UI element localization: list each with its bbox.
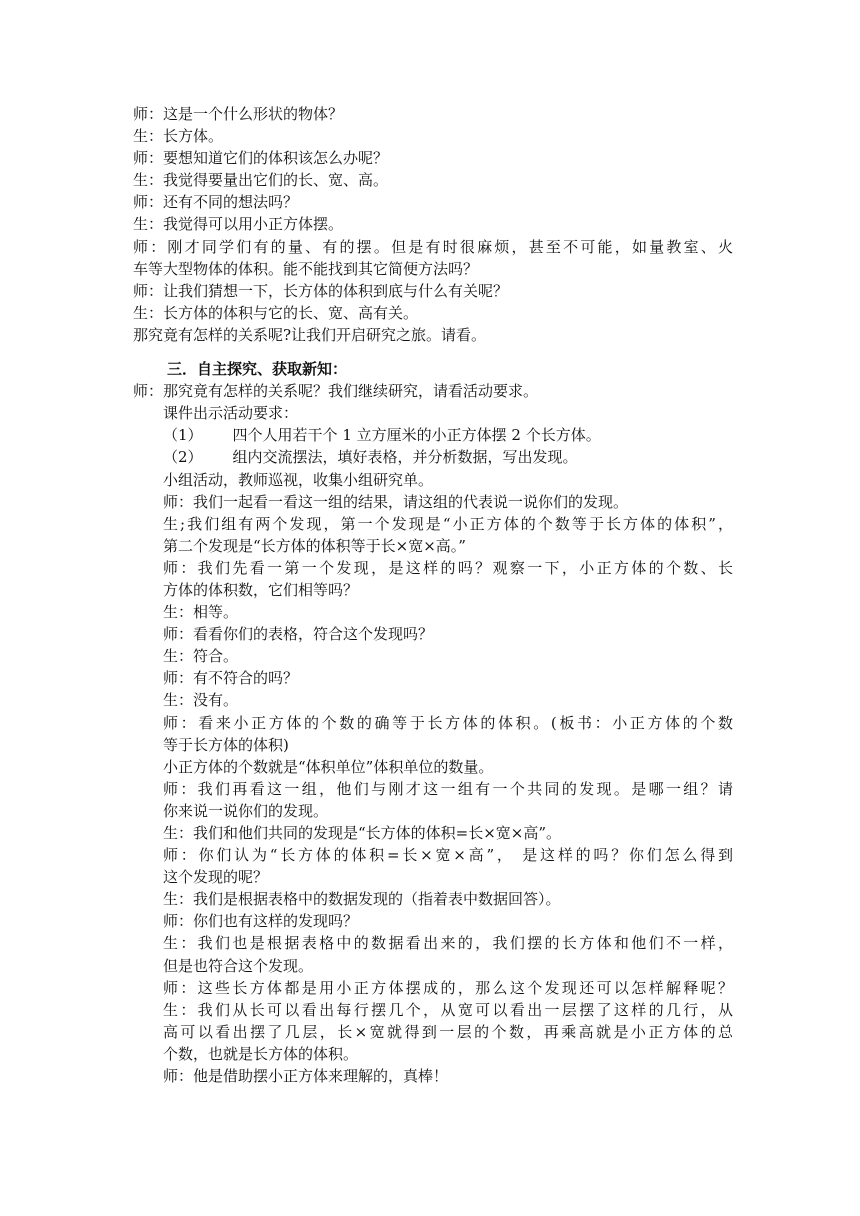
- text-line: 师：看来小正方体的个数的确等于长方体的体积。(板书：小正方体的个数: [163, 713, 733, 732]
- text-line: 生：长方体的体积与它的长、宽、高有关。: [133, 303, 419, 322]
- text-line: 方体的体积数，它们相等吗？: [163, 580, 359, 599]
- activity-item-number: （1）: [163, 426, 203, 445]
- text-line: 但是也符合这个发现。: [163, 956, 314, 975]
- text-line: 生：长方体。: [133, 127, 224, 146]
- text-line: 车等大型物体的体积。能不能找到其它简便方法吗？: [133, 259, 479, 278]
- activity-item-number: （2）: [163, 448, 203, 467]
- text-line: 师：你们也有这样的发现吗？: [163, 912, 359, 931]
- text-line: 生;我们组有两个发现，第一个发现是“小正方体的个数等于长方体的体积”，: [163, 514, 733, 533]
- text-line: 师：刚才同学们有的量、有的摆。但是有时很麻烦，甚至不可能，如量教室、火: [133, 237, 733, 256]
- text-line: 生：我觉得可以用小正方体摆。: [133, 215, 344, 234]
- text-line: 师：这些长方体都是用小正方体摆成的，那么这个发现还可以怎样解释呢？: [163, 978, 733, 997]
- text-line: 师：要想知道它们的体积该怎么办呢？: [133, 149, 389, 168]
- text-line: 师：他是借助摆小正方体来理解的，真棒！: [163, 1067, 449, 1086]
- text-line: 课件出示活动要求：: [163, 404, 299, 423]
- text-line: 师：还有不同的想法吗？: [133, 193, 299, 212]
- text-line: 生：我们和他们共同的发现是“长方体的体积=长×宽×高”。: [163, 824, 562, 842]
- text-line: 第二个发现是“长方体的体积等于长×宽×高。”: [163, 536, 466, 555]
- text-line: 师：看看你们的表格，符合这个发现吗？: [163, 625, 434, 644]
- text-line: 你来说一说你们的发现。: [163, 801, 329, 820]
- text-line: 师：我们再看这一组，他们与刚才这一组有一个共同的发现。是哪一组？请: [163, 779, 733, 798]
- text-line: 小组活动，教师巡视，收集小组研究单。: [163, 470, 434, 489]
- activity-item-text: 四个人用若干个 1 立方厘米的小正方体摆 2 个长方体。: [232, 426, 601, 445]
- text-line: 生：相等。: [163, 603, 239, 622]
- text-line: 师：我们先看一第一个发现，是这样的吗？观察一下，小正方体的个数、长: [163, 558, 733, 577]
- activity-item-2: [133, 446, 733, 468]
- text-line: 生：符合。: [163, 647, 239, 666]
- activity-item-1: [133, 424, 733, 446]
- text-line: 师：这是一个什么形状的物体？: [133, 105, 344, 123]
- activity-item-text: 组内交流摆法，填好表格，并分析数据，写出发现。: [232, 448, 578, 467]
- section-heading: 三．自主探究、获取新知：: [167, 360, 348, 379]
- text-line: 小正方体的个数就是“体积单位”体积单位的数量。: [163, 757, 494, 776]
- text-line: 这个发现的呢？: [163, 868, 269, 887]
- text-line: 生：我们是根据表格中的数据发现的（指着表中数据回答）。: [163, 890, 561, 909]
- text-line: 生：我们从长可以看出每行摆几个，从宽可以看出一层摆了这样的几行，从: [163, 1000, 733, 1019]
- section-gap: [133, 346, 733, 358]
- lesson-transcript: [133, 103, 733, 1087]
- text-line: 师：我们一起看一看这一组的结果，请这组的代表说一说你们的发现。: [163, 492, 629, 511]
- text-line: 生：没有。: [163, 691, 239, 710]
- text-line: 师：让我们猜想一下，长方体的体积到底与什么有关呢？: [133, 281, 509, 300]
- text-line: 生：我觉得要量出它们的长、宽、高。: [133, 171, 389, 190]
- text-line: 那究竟有怎样的关系呢?让我们开启研究之旅。请看。: [133, 325, 487, 344]
- text-line: 师：有不符合的吗？: [163, 669, 299, 688]
- text-line: 高可以看出摆了几层，长×宽就得到一层的个数，再乘高就是小正方体的总: [163, 1022, 733, 1041]
- text-line: 师：你们认为“长方体的体积=长×宽×高”， 是这样的吗？你们怎么得到: [163, 846, 733, 865]
- text-line: 等于长方体的体积): [163, 735, 289, 754]
- text-line: 师：那究竟有怎样的关系呢？我们继续研究，请看活动要求。: [133, 382, 539, 401]
- text-line: 个数，也就是长方体的体积。: [163, 1044, 359, 1063]
- text-line: 生：我们也是根据表格中的数据看出来的，我们摆的长方体和他们不一样，: [163, 934, 733, 953]
